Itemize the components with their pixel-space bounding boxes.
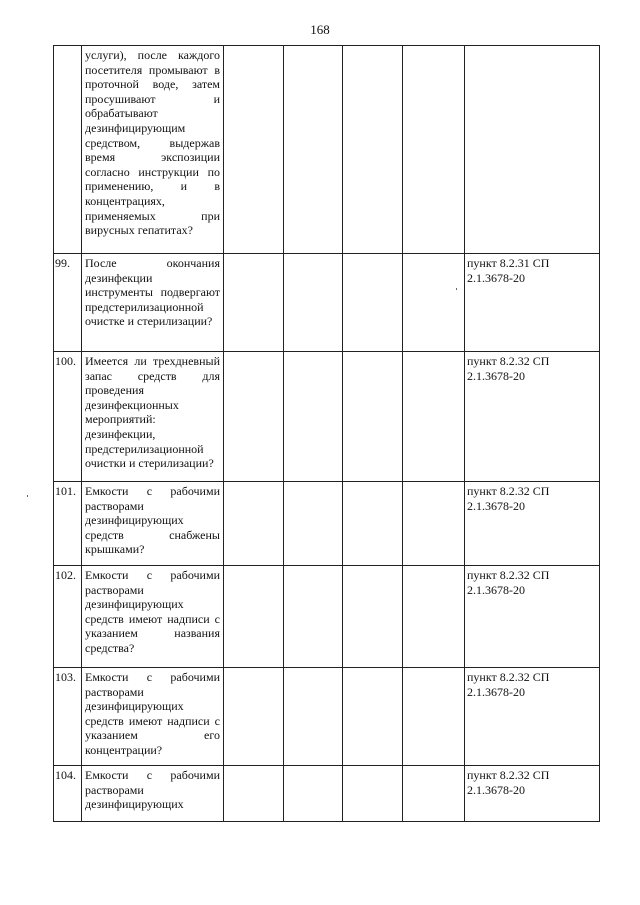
answer-not-applicable-cell	[343, 566, 403, 668]
table-row	[54, 668, 600, 766]
answer-not-applicable-cell	[343, 482, 403, 566]
answer-no-cell	[284, 46, 343, 254]
notes-cell	[403, 352, 465, 482]
question-text: услуги), после каждого посетителя промывают в проточной воде, затем просушивают и обрабатывают дезинфицирующим средством, выдержав время экспозиции согласно инструкции по применению, и в концентрациях, применяемых при вирусных гепатитах?	[85, 48, 220, 238]
question-text: Емкости с рабочими растворами дезинфицирующих	[85, 768, 220, 812]
question-cell	[82, 254, 224, 352]
answer-not-applicable-cell	[343, 352, 403, 482]
answer-yes-cell	[224, 482, 284, 566]
answer-yes-cell	[224, 352, 284, 482]
row-number-cell: 104.	[54, 766, 82, 822]
reference-text	[465, 46, 599, 48]
row-number-cell: 103.	[54, 668, 82, 766]
answer-no-cell	[284, 566, 343, 668]
reference-cell	[465, 254, 600, 352]
row-number-cell: 102.	[54, 566, 82, 668]
reference-text: пункт 8.2.32 СП 2.1.3678-20	[467, 670, 550, 699]
scan-speck	[456, 288, 457, 290]
table-row	[54, 766, 600, 822]
answer-no-cell	[284, 766, 343, 822]
question-cell	[82, 766, 224, 822]
reference-text: пункт 8.2.32 СП 2.1.3678-20	[467, 354, 550, 383]
answer-no-cell	[284, 482, 343, 566]
notes-cell	[403, 254, 465, 352]
answer-no-cell	[284, 352, 343, 482]
notes-cell	[403, 482, 465, 566]
answer-no-cell	[284, 668, 343, 766]
row-number-cell	[54, 46, 82, 254]
question-text: Имеется ли трехдневный запас средств для проведения дезинфекционных мероприятий: дезинфекции, предстерилизационной очистки и стерилизации?	[85, 354, 220, 471]
question-cell	[82, 482, 224, 566]
table-row	[54, 254, 600, 352]
notes-cell	[403, 46, 465, 254]
answer-yes-cell	[224, 668, 284, 766]
reference-cell	[465, 566, 600, 668]
answer-yes-cell	[224, 566, 284, 668]
row-number-cell: 101.	[54, 482, 82, 566]
question-cell	[82, 46, 224, 254]
answer-not-applicable-cell	[343, 254, 403, 352]
answer-no-cell	[284, 254, 343, 352]
answer-not-applicable-cell	[343, 46, 403, 254]
question-text: После окончания дезинфекции инструменты подвергают предстерилизационной очистке и стерилизации?	[85, 256, 220, 329]
reference-cell	[465, 766, 600, 822]
reference-text: пункт 8.2.32 СП 2.1.3678-20	[467, 484, 550, 513]
question-cell	[82, 668, 224, 766]
row-number-cell: 99.	[54, 254, 82, 352]
table-row	[54, 566, 600, 668]
page-number: 168	[310, 22, 330, 37]
scan-speck	[27, 495, 28, 497]
row-number-cell: 100.	[54, 352, 82, 482]
question-text: Емкости с рабочими растворами дезинфицирующих средств снабжены крышками?	[85, 484, 220, 557]
answer-yes-cell	[224, 46, 284, 254]
reference-text: пункт 8.2.32 СП 2.1.3678-20	[467, 568, 550, 597]
reference-cell	[465, 482, 600, 566]
question-cell	[82, 352, 224, 482]
notes-cell	[403, 766, 465, 822]
reference-text: пункт 8.2.32 СП 2.1.3678-20	[467, 768, 550, 797]
reference-cell	[465, 352, 600, 482]
notes-cell	[403, 668, 465, 766]
table-row	[54, 482, 600, 566]
reference-cell	[465, 668, 600, 766]
question-text: Емкости с рабочими растворами дезинфицирующих средств имеют надписи с указанием его концентрации?	[85, 670, 220, 757]
answer-not-applicable-cell	[343, 766, 403, 822]
table-row	[54, 352, 600, 482]
checklist-table	[53, 45, 600, 822]
reference-text: пункт 8.2.31 СП 2.1.3678-20	[467, 256, 550, 285]
question-cell	[82, 566, 224, 668]
answer-not-applicable-cell	[343, 668, 403, 766]
question-text: Емкости с рабочими растворами дезинфицирующих средств имеют надписи с указанием названия средства?	[85, 568, 220, 655]
answer-yes-cell	[224, 254, 284, 352]
answer-yes-cell	[224, 766, 284, 822]
reference-cell	[465, 46, 600, 254]
table-row	[54, 46, 600, 254]
notes-cell	[403, 566, 465, 668]
